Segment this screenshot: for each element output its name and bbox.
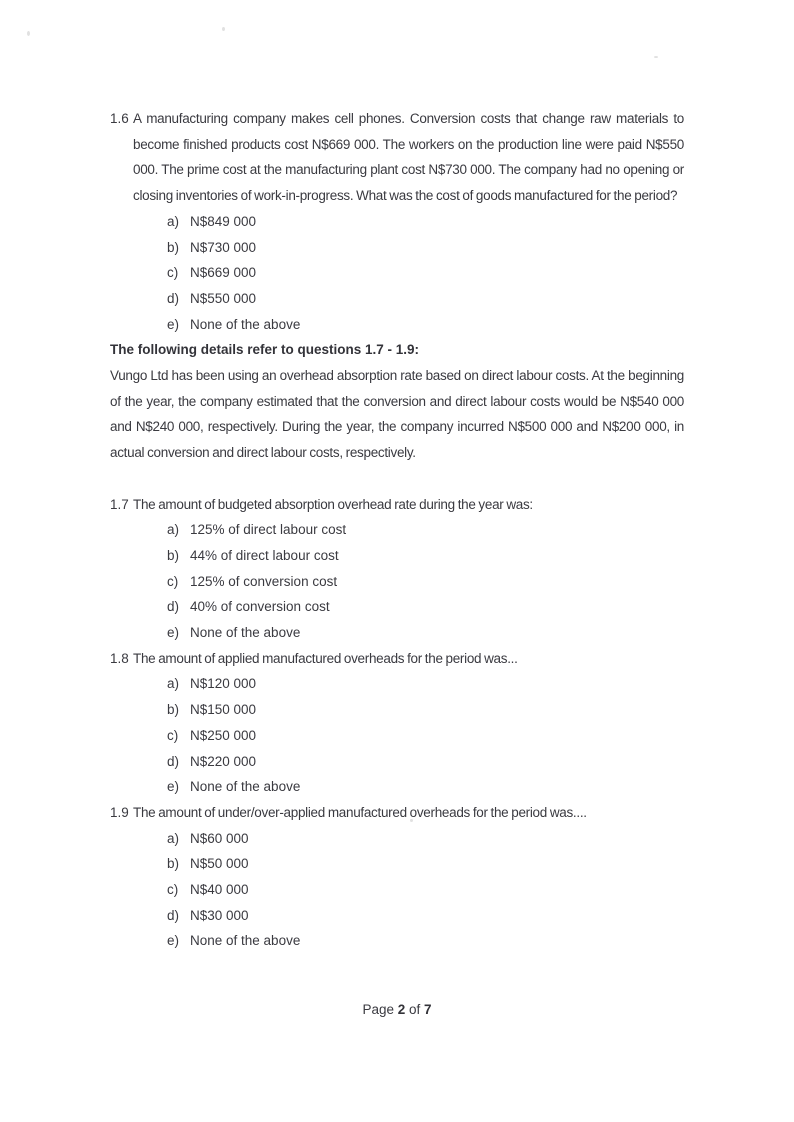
question-body: A manufacturing company makes cell phones. Conversion costs that change raw materials to become finished products cost N$669 000. The workers on the production line were paid N$550 000. The prime cost at the manufacturing plant cost N$730 000. The company had no opening or closing inventories of work-in-progress. What was the cost of goods manufactured for the period?: [133, 111, 684, 204]
question-body: The amount of under/over-applied manufactured overheads for the period was....: [133, 804, 587, 820]
option-text: N$669 000: [190, 265, 257, 281]
footer-page-prefix: Page: [362, 1002, 398, 1017]
scan-artifact: [222, 27, 225, 31]
option-letter: a): [167, 676, 180, 692]
option-text: N$150 000: [190, 702, 257, 718]
option-text: N$849 000: [190, 213, 257, 229]
option-row: [167, 697, 684, 723]
option-text: N$250 000: [190, 727, 257, 743]
option-row: [167, 620, 684, 646]
option-row: [167, 723, 684, 749]
question-1-8-text: [110, 646, 684, 672]
question-number: 1.6: [110, 111, 129, 126]
option-text: 125% of conversion cost: [190, 573, 338, 589]
option-row: [167, 569, 684, 595]
option-letter: b): [167, 702, 180, 718]
question-1-9-options: [110, 826, 684, 955]
option-text: N$50 000: [190, 856, 249, 872]
option-text: N$220 000: [190, 753, 257, 769]
option-text: 44% of direct labour cost: [190, 547, 339, 563]
option-row: [167, 877, 684, 903]
option-letter: c): [167, 882, 179, 898]
page-content: [110, 106, 684, 954]
option-letter: b): [167, 856, 180, 872]
option-text: 125% of direct labour cost: [190, 522, 347, 538]
option-letter: d): [167, 907, 180, 923]
option-row: [167, 774, 684, 800]
option-text: N$120 000: [190, 676, 257, 692]
question-number: 1.7: [110, 496, 129, 512]
option-letter: b): [167, 239, 180, 255]
option-text: None of the above: [190, 933, 301, 949]
question-1-7: [110, 492, 684, 646]
option-text: N$40 000: [190, 882, 249, 898]
footer-page-total: 7: [424, 1002, 432, 1017]
option-text: N$30 000: [190, 907, 249, 923]
question-1-8-options: [110, 671, 684, 800]
question-number: 1.9: [110, 804, 129, 820]
option-letter: d): [167, 290, 180, 306]
option-letter: a): [167, 213, 180, 229]
option-letter: d): [167, 753, 180, 769]
section-note: [110, 337, 684, 466]
option-text: N$60 000: [190, 830, 249, 846]
option-letter: c): [167, 573, 179, 589]
question-number: 1.8: [110, 650, 129, 666]
option-row: [167, 903, 684, 929]
section-note-heading: The following details refer to questions 1.7 - 1.9:: [110, 342, 420, 358]
option-row: [167, 851, 684, 877]
option-letter: e): [167, 779, 180, 795]
option-text: None of the above: [190, 316, 301, 332]
option-row: [167, 235, 684, 261]
option-row: [167, 517, 684, 543]
question-1-6: [110, 106, 684, 337]
option-row: [167, 594, 684, 620]
question-1-6-options: [110, 209, 684, 338]
option-text: N$730 000: [190, 239, 257, 255]
option-letter: e): [167, 316, 180, 332]
question-body: The amount of applied manufactured overheads for the period was...: [133, 650, 518, 666]
option-text: None of the above: [190, 779, 301, 795]
page-footer: [0, 997, 794, 1022]
option-letter: c): [167, 265, 179, 281]
option-row: [167, 312, 684, 338]
option-letter: e): [167, 933, 180, 949]
section-note-body: Vungo Ltd has been using an overhead absorption rate based on direct labour costs. At the beginning of the year, the company estimated that the conversion and direct labour costs would be N$540 000 and N$240 000, respectively. During the year, the company incurred N$500 000 and N$200 000, in actual conversion and direct labour costs, respectively.: [110, 368, 684, 461]
question-1-9: [110, 800, 684, 954]
option-letter: b): [167, 547, 180, 563]
option-letter: d): [167, 599, 180, 615]
question-1-7-options: [110, 517, 684, 646]
option-row: [167, 543, 684, 569]
option-letter: e): [167, 625, 180, 641]
option-row: [167, 286, 684, 312]
option-row: [167, 826, 684, 852]
option-row: [167, 671, 684, 697]
footer-page-current: 2: [397, 1002, 406, 1017]
scan-artifact: [27, 31, 30, 36]
option-letter: a): [167, 522, 180, 538]
question-1-8: [110, 646, 684, 800]
option-letter: a): [167, 830, 180, 846]
option-row: [167, 749, 684, 775]
option-text: 40% of conversion cost: [190, 599, 330, 615]
question-1-9-text: [110, 800, 684, 826]
scan-artifact: [654, 56, 658, 58]
option-text: N$550 000: [190, 290, 257, 306]
option-row: [167, 928, 684, 954]
question-body: The amount of budgeted absorption overhead rate during the year was:: [133, 496, 533, 512]
footer-page-separator: of: [405, 1002, 425, 1017]
option-letter: c): [167, 727, 179, 743]
option-row: [167, 260, 684, 286]
question-1-7-text: [110, 492, 684, 518]
option-text: None of the above: [190, 625, 301, 641]
question-1-6-text: [110, 106, 684, 209]
option-row: [167, 209, 684, 235]
